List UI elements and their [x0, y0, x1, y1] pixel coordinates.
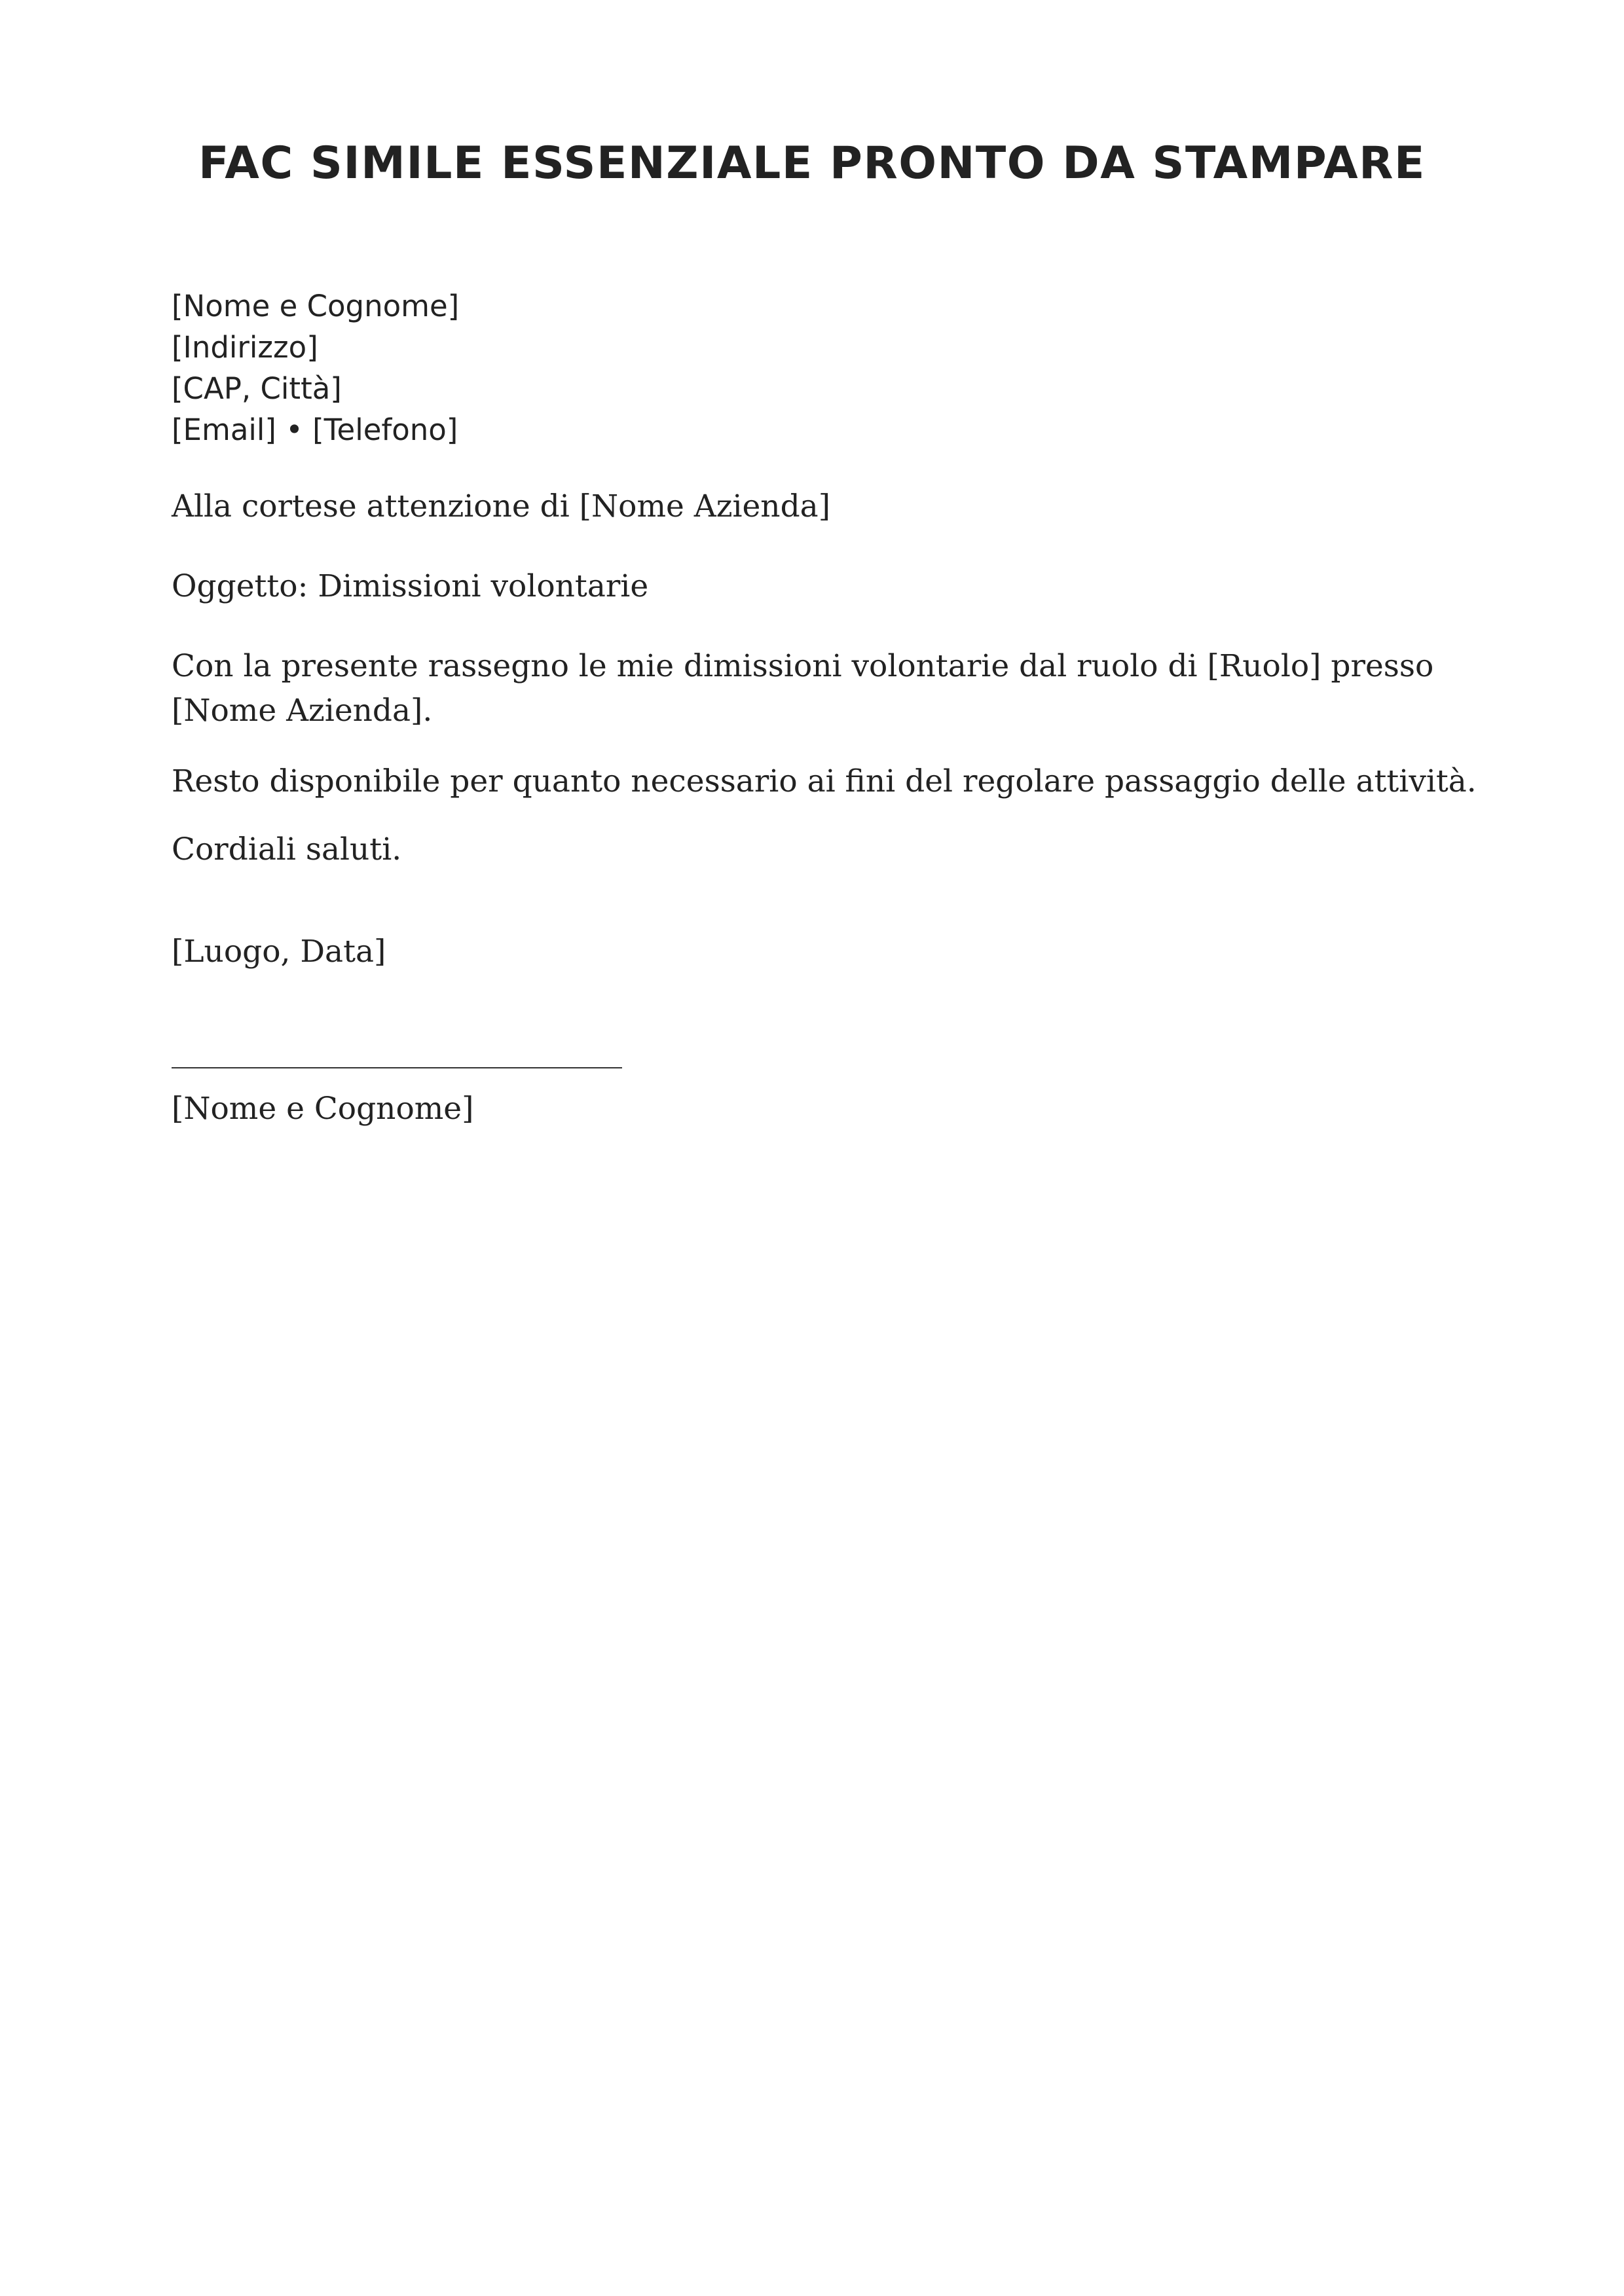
- body-paragraph: Con la presente rassegno le mie dimissioni volontarie dal ruolo di [Ruolo] presso [Nome Azienda].: [172, 648, 1434, 729]
- place-date-line: [Luogo, Data]: [172, 934, 386, 970]
- sender-city: [CAP, Città]: [172, 371, 342, 406]
- sender-contacts: [Email] • [Telefono]: [172, 412, 458, 447]
- signature-line: [172, 1067, 622, 1068]
- document-title: FAC SIMILE ESSENZIALE PRONTO DA STAMPARE: [198, 137, 1426, 189]
- subject-line: Oggetto: Dimissioni volontarie: [172, 568, 649, 604]
- sender-name: [Nome e Cognome]: [172, 289, 460, 323]
- signature-name: [Nome e Cognome]: [172, 1091, 474, 1127]
- body-paragraph: Resto disponibile per quanto necessario ai fini del regolare passaggio delle attività.: [172, 763, 1477, 799]
- recipient-line: Alla cortese attenzione di [Nome Azienda]: [172, 488, 831, 524]
- sender-block: [172, 285, 459, 450]
- closing-line: Cordiali saluti.: [172, 831, 402, 867]
- sender-address: [Indirizzo]: [172, 330, 318, 365]
